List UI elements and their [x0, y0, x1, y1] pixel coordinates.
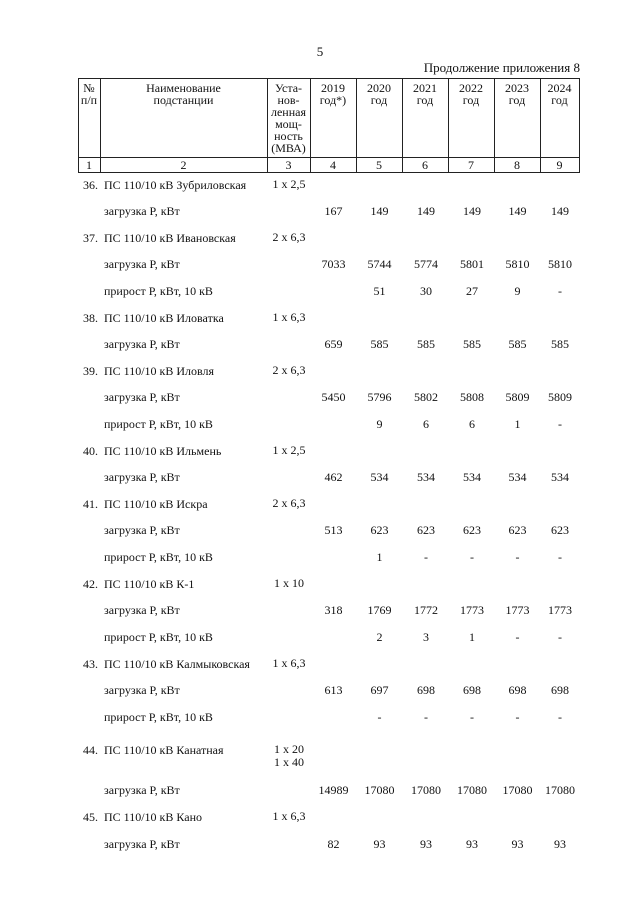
row-name: прирост Р, кВт, 10 кВ [104, 417, 213, 431]
header-rule-top [78, 78, 580, 79]
row-value: 534 [508, 470, 527, 484]
row-value: 698 [417, 683, 435, 697]
row-capacity: 1 x 10 [274, 576, 304, 590]
row-value: 534 [463, 470, 481, 484]
table-row [0, 364, 640, 384]
header-col-2021: 2021 год [413, 81, 437, 107]
col-index: 5 [376, 158, 382, 172]
row-value: 534 [551, 470, 569, 484]
row-value: 698 [551, 683, 569, 697]
table-row [0, 523, 640, 543]
row-value: 6 [469, 417, 475, 431]
table-row [0, 810, 640, 830]
col-index: 4 [330, 158, 336, 172]
header-col-2023: 2023 год [505, 81, 529, 107]
row-capacity: 1 x 6,3 [272, 656, 306, 670]
col-index: 1 [86, 158, 92, 172]
row-name: загрузка Р, кВт [104, 683, 180, 697]
row-value: 93 [466, 837, 478, 851]
row-value: 51 [373, 284, 386, 298]
row-number: 45. [83, 810, 98, 824]
row-name: загрузка Р, кВт [104, 204, 180, 218]
table-row [0, 337, 640, 357]
row-capacity: 1 x 20 [274, 742, 304, 756]
page-number: 5 [316, 44, 324, 59]
row-value: 149 [508, 204, 527, 218]
header-rule-mid [78, 157, 580, 158]
row-value: 1773 [505, 603, 530, 617]
row-value: - [424, 550, 428, 564]
row-value: 9 [514, 284, 521, 298]
row-name: прирост Р, кВт, 10 кВ [104, 550, 213, 564]
header-col-2019: 2019 год*) [319, 81, 347, 107]
row-value: 149 [370, 204, 389, 218]
row-value: - [515, 710, 520, 724]
row-value: 17080 [364, 783, 395, 797]
row-value: 5450 [321, 390, 346, 404]
row-name: загрузка Р, кВт [104, 783, 180, 797]
row-value: 30 [420, 284, 432, 298]
row-number: 36. [83, 178, 98, 192]
row-value: 534 [417, 470, 435, 484]
row-value: 513 [324, 523, 343, 537]
row-value: 5801 [460, 257, 484, 271]
row-value: 613 [324, 683, 343, 697]
row-name: ПС 110/10 кВ Калмыковская [104, 657, 250, 671]
row-value: 2 [376, 630, 383, 644]
row-name: загрузка Р, кВт [104, 257, 180, 271]
header-col-number: № п/п [80, 81, 98, 107]
row-capacity: 1 x 2,5 [272, 443, 306, 457]
row-name: прирост Р, кВт, 10 кВ [104, 284, 213, 298]
row-value: - [470, 550, 474, 564]
row-capacity: 2 x 6,3 [272, 496, 306, 510]
row-value: 167 [324, 204, 343, 218]
col-index: 3 [285, 158, 292, 172]
row-value: - [558, 710, 562, 724]
row-value: 697 [370, 683, 389, 697]
row-value: 1773 [548, 603, 572, 617]
row-value: 1772 [414, 603, 438, 617]
row-number: 39. [83, 364, 98, 378]
row-value: 93 [420, 837, 432, 851]
row-value: 5774 [414, 257, 438, 271]
row-value: - [558, 550, 562, 564]
row-name: ПС 110/10 кВ К-1 [104, 577, 195, 591]
row-name: загрузка Р, кВт [104, 470, 180, 484]
col-index: 8 [514, 158, 520, 172]
row-name: загрузка Р, кВт [104, 390, 180, 404]
row-name: загрузка Р, кВт [104, 603, 180, 617]
row-name: ПС 110/10 кВ Кано [104, 810, 202, 824]
row-value: 149 [551, 204, 569, 218]
row-value: 5808 [460, 390, 484, 404]
row-value: 149 [463, 204, 481, 218]
row-value: 585 [370, 337, 389, 351]
row-name: прирост Р, кВт, 10 кВ [104, 710, 213, 724]
row-value: 5802 [414, 390, 438, 404]
row-capacity: 1 x 2,5 [272, 177, 306, 191]
row-value: 623 [508, 523, 527, 537]
row-value: 534 [370, 470, 389, 484]
row-name: загрузка Р, кВт [104, 837, 180, 851]
row-number: 37. [83, 231, 98, 245]
row-number: 43. [83, 657, 98, 671]
header-rule-bottom [78, 172, 580, 173]
col-index: 6 [422, 158, 428, 172]
row-value: 1773 [460, 603, 484, 617]
row-value: 1 [469, 630, 475, 644]
row-number: 41. [83, 497, 98, 511]
col-divider [579, 78, 580, 173]
row-capacity-second: 1 x 40 [274, 755, 304, 769]
row-value: 5810 [505, 257, 530, 271]
table-row [0, 683, 640, 703]
row-value: - [515, 630, 520, 644]
row-name: загрузка Р, кВт [104, 523, 180, 537]
row-value: - [377, 710, 382, 724]
table-row [0, 470, 640, 490]
row-value: - [470, 710, 474, 724]
row-number: 40. [83, 444, 98, 458]
col-index: 7 [468, 158, 474, 172]
row-value: 5809 [505, 390, 530, 404]
header-col-name: Наименование подстанции [146, 81, 221, 107]
continuation-label: Продолжение приложения 8 [423, 60, 580, 75]
row-value: 698 [508, 683, 527, 697]
col-index: 2 [180, 158, 187, 172]
table-row [0, 577, 640, 597]
table-row [0, 390, 640, 410]
header-col-2022: 2022 год [459, 81, 483, 107]
row-capacity: 2 x 6,3 [272, 363, 306, 377]
row-value: 1 [376, 550, 383, 564]
row-value: 5796 [367, 390, 392, 404]
row-number: 42. [83, 577, 98, 591]
row-name: ПС 110/10 кВ Ивановская [104, 231, 236, 245]
row-value: 585 [463, 337, 481, 351]
row-value: 93 [554, 837, 566, 851]
row-value: 585 [417, 337, 435, 351]
row-capacity: 1 x 6,3 [272, 310, 306, 324]
row-value: - [558, 630, 562, 644]
row-value: - [424, 710, 428, 724]
header-col-2024: 2024 год [547, 81, 572, 107]
row-capacity: 2 x 6,3 [272, 230, 306, 244]
table-row [0, 657, 640, 677]
row-value: 318 [324, 603, 343, 617]
row-value: 659 [324, 337, 343, 351]
row-value: 623 [463, 523, 481, 537]
row-value: 14989 [318, 783, 349, 797]
row-value: 17080 [457, 783, 487, 797]
row-value: 462 [324, 470, 343, 484]
row-value: - [515, 550, 520, 564]
table-header [78, 78, 580, 173]
table-row [0, 417, 640, 437]
row-name: ПС 110/10 кВ Иловля [104, 364, 215, 378]
row-name: ПС 110/10 кВ Зубриловская [104, 178, 247, 192]
row-value: - [558, 284, 562, 298]
row-value: 585 [551, 337, 569, 351]
row-value: 17080 [545, 783, 575, 797]
table-row [0, 550, 640, 570]
table-row [0, 284, 640, 304]
row-value: 585 [508, 337, 527, 351]
row-name: прирост Р, кВт, 10 кВ [104, 630, 213, 644]
header-col-capacity: Уста- нов- ленная мощ- ность (МВА) [270, 81, 306, 155]
row-value: 9 [376, 417, 383, 431]
table-row [0, 444, 640, 464]
row-value: 17080 [411, 783, 441, 797]
table-row [0, 630, 640, 650]
table-row [0, 742, 640, 769]
row-value: 93 [511, 837, 524, 851]
row-value: 623 [551, 523, 569, 537]
table-row [0, 311, 640, 331]
header-col-2020: 2020 год [367, 81, 391, 107]
row-name: ПС 110/10 кВ Иловатка [104, 311, 224, 325]
row-value: 7033 [321, 257, 346, 271]
row-value: 149 [417, 204, 435, 218]
row-value: 5744 [367, 257, 392, 271]
row-value: 5810 [548, 257, 572, 271]
row-name: загрузка Р, кВт [104, 337, 180, 351]
table-row [0, 783, 640, 803]
row-value: 1769 [367, 603, 392, 617]
row-value: 6 [423, 417, 429, 431]
row-value: 3 [423, 630, 429, 644]
row-value: 623 [417, 523, 435, 537]
row-name: ПС 110/10 кВ Искра [104, 497, 208, 511]
row-value: 93 [373, 837, 386, 851]
table-row [0, 837, 640, 857]
row-name: ПС 110/10 кВ Канатная [104, 743, 224, 757]
table-row [0, 603, 640, 623]
row-value: 27 [466, 284, 478, 298]
row-capacity: 1 x 6,3 [272, 809, 306, 823]
row-value: 1 [514, 417, 521, 431]
row-number: 38. [83, 311, 98, 325]
row-value: 17080 [502, 783, 533, 797]
table-row [0, 710, 640, 730]
table-row [0, 497, 640, 517]
table-row [0, 231, 640, 251]
col-index: 9 [556, 158, 563, 172]
row-number: 44. [83, 743, 98, 757]
row-value: 698 [463, 683, 481, 697]
row-value: 623 [370, 523, 389, 537]
table-row [0, 257, 640, 277]
row-value: 5809 [548, 390, 572, 404]
row-value: 82 [327, 837, 340, 851]
row-value: - [558, 417, 562, 431]
table-row [0, 178, 640, 198]
row-name: ПС 110/10 кВ Ильмень [104, 444, 222, 458]
table-row [0, 204, 640, 224]
